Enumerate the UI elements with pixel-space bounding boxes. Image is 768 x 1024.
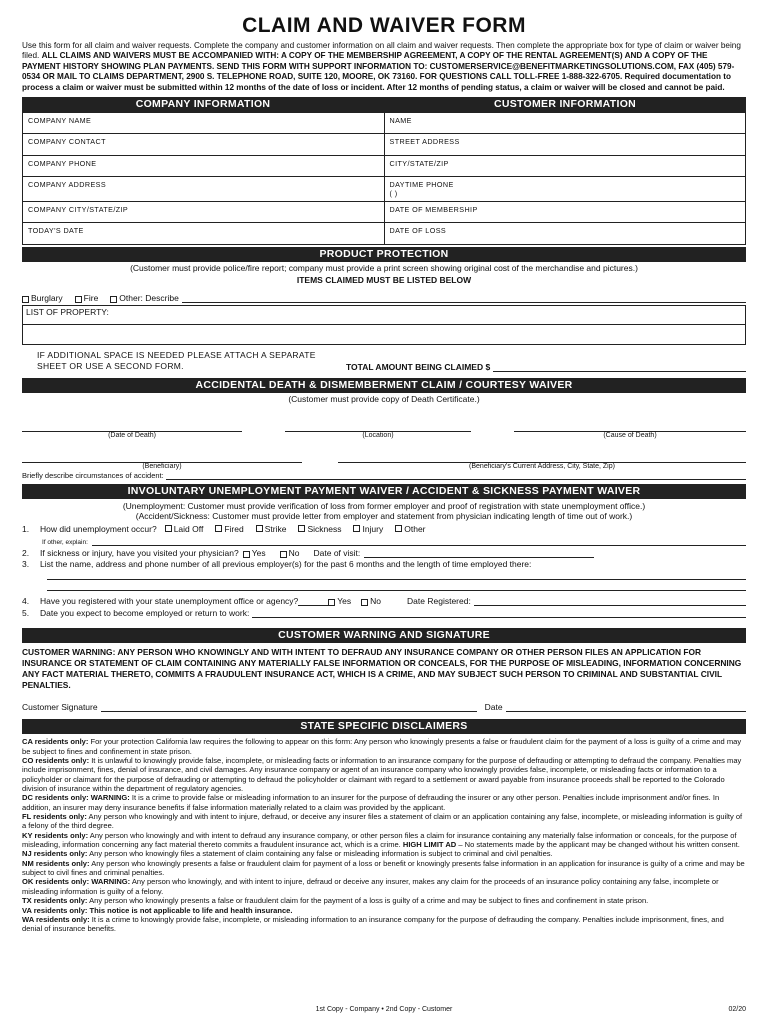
signature-label: Customer Signature xyxy=(22,702,98,713)
disclaimer-text: Any person who knowingly and with intent to defraud any insurance company, or other person files a claim for insurance containing any materially false information or conceals, for the purpose of misleading, information concerning any fact material thereto commits a fraudulent insurance act, which is a crime. xyxy=(22,830,737,850)
disclaimer-state: CA residents only: xyxy=(22,737,89,747)
signature-date-label: Date xyxy=(484,702,503,713)
disclaimers-header: STATE SPECIFIC DISCLAIMERS xyxy=(22,719,746,734)
disclaimers-section xyxy=(22,719,746,933)
signature-field[interactable] xyxy=(101,703,477,712)
customer-field[interactable] xyxy=(384,134,746,155)
q4-number: 4. xyxy=(22,595,30,606)
disclaimer-text: It is unlawful to knowingly provide false, incomplete, or misleading facts or information to an insurance company for the purpose of defrauding or attempting to defraud the company. Penalties may include imprisonment, fines, denial of insurance, and civil damages. Any insurance company or agent of an insurance company who knowingly provides false, incomplete, or misleading facts or information to a policyholder or claimant for the purpose of defrauding or attempting to defraud the policyholder or claimant with regard to a settlement or award payable from insurance proceeds shall be reported to the Colorado division of insurance within the department of regulatory agencies. xyxy=(22,756,742,794)
date-of-visit-label: Date of visit: xyxy=(313,547,361,558)
q4-yes-label: Yes xyxy=(337,595,352,606)
phone-area-code: ( ) xyxy=(389,188,398,198)
product-header: PRODUCT PROTECTION xyxy=(22,247,746,262)
q2-yes-label: Yes xyxy=(251,547,266,558)
customer-field[interactable] xyxy=(384,176,746,201)
customer-field-label: DAYTIME PHONE xyxy=(389,179,454,189)
additional-space-note: IF ADDITIONAL SPACE IS NEEDED PLEASE ATTACH A SEPARATE SHEET OR USE A SECOND FORM. xyxy=(37,349,316,371)
product-section xyxy=(22,247,746,372)
signature-date-field[interactable] xyxy=(506,703,746,712)
disclaimer-text: It is a crime to provide false or misleading information to an insurer for the purpose of defrauding the insurer or any other person. Penalties include imprisonment and/or fines. In addition, an insurer may deny insurance benefits if false information materially related to a claim was provided by the applicant. xyxy=(22,793,720,812)
info-row xyxy=(23,155,746,176)
property-list-line[interactable] xyxy=(23,325,745,344)
q1-number: 1. xyxy=(22,523,30,534)
q1-option-checkbox[interactable] xyxy=(165,525,172,532)
footer-version: 02/20 xyxy=(728,1006,746,1013)
footer-copies: 1st Copy - Company • 2nd Copy - Customer xyxy=(315,1006,453,1013)
disclaimer-state: OK residents only: WARNING: xyxy=(22,877,131,887)
return-to-work-field[interactable] xyxy=(252,609,746,618)
add-section xyxy=(22,378,746,480)
other-describe-field[interactable] xyxy=(182,293,746,303)
date-registered-field[interactable] xyxy=(474,597,746,606)
info-row xyxy=(23,134,746,155)
q1-option-checkbox[interactable] xyxy=(298,525,305,532)
customer-field-label: DATE OF MEMBERSHIP xyxy=(389,204,478,214)
iu-section xyxy=(22,484,746,618)
customer-field-label: STREET ADDRESS xyxy=(389,137,460,147)
disclaimer-item xyxy=(22,737,746,756)
warning-header: CUSTOMER WARNING AND SIGNATURE xyxy=(22,628,746,643)
q1-option-checkbox[interactable] xyxy=(256,525,263,532)
q5-text: Date you expect to become employed or return to work: xyxy=(40,607,250,618)
q2-no-label: No xyxy=(288,547,300,558)
company-field[interactable]: COMPANY CITY/STATE/ZIP xyxy=(23,201,385,222)
iu-note-2: (Accident/Sickness: Customer must provide letter from employer and statement from physician indicating length of time out of work.) xyxy=(135,510,633,521)
q3-text: List the name, address and phone number of all previous employer(s) for the past 6 months and the length of time employed there: xyxy=(40,558,532,569)
q4-line xyxy=(298,597,328,606)
location-label: (Location) xyxy=(362,431,394,439)
disclaimer-item xyxy=(22,756,746,793)
disclaimer-state: KY residents only: xyxy=(22,830,89,840)
iu-header: INVOLUNTARY UNEMPLOYMENT PAYMENT WAIVER / ACCIDENT & SICKNESS PAYMENT WAIVER xyxy=(22,484,746,499)
q1-option-label: Fired xyxy=(224,523,244,534)
q1-text: How did unemployment occur? xyxy=(40,523,157,534)
employer-line-2[interactable] xyxy=(47,580,746,591)
disclaimer-text: Any person who knowingly, and with intent to injure, defraud or deceive any insurer, makes any claim for the proceeds of an insurance policy containing any false, incomplete or misleading information is guilty of a felony. xyxy=(22,877,719,896)
customer-field[interactable] xyxy=(384,223,746,244)
total-claimed-field[interactable] xyxy=(493,362,746,372)
customer-field-label: NAME xyxy=(389,116,412,126)
disclaimer-text: Any person who knowingly presents a false or fraudulent claim for payment of a loss or benefit or knowingly presents false information in an application for insurance is guilty of a crime and may be subject to civil fines and criminal penalties. xyxy=(22,858,745,878)
disclaimer-item xyxy=(22,859,746,878)
q5-number: 5. xyxy=(22,607,30,618)
customer-field-label: CITY/STATE/ZIP xyxy=(389,158,449,168)
beneficiary-address-label: (Beneficiary's Current Address, City, State, Zip) xyxy=(469,462,615,470)
date-of-visit-field[interactable] xyxy=(364,549,594,558)
customer-field[interactable] xyxy=(384,201,746,222)
beneficiary-label: (Beneficiary) xyxy=(142,462,182,470)
disclaimer-text: Any person who knowingly files a statement of claim containing any false or misleading information is subject to criminal and civil penalties. xyxy=(87,849,553,859)
customer-field[interactable] xyxy=(384,113,746,134)
disclaimer-extra-bold: HIGH LIMIT AD xyxy=(400,840,457,850)
intro-bold: ALL CLAIMS AND WAIVERS MUST BE ACCOMPANIED WITH: A COPY OF THE MEMBERSHIP AGREEMENT, A COPY OF THE RENTAL AGREEMENT(S) AND A COPY OF THE PAYMENT HISTORY SHOWING PLAN PAYMENTS. SEND THIS FORM WITH SUPPORT INFORMATION TO: CUSTOMERSERVICE@BENEFITMARKETINGSOLUTIONS.COM, FAX (405) 579-0534 OR MAIL TO CLAIMS DEPARTMENT, 2900 S. TELEPHONE ROAD, SUITE 120, MOORE, OK 73160. FOR QUESTIONS CALL TOLL-FREE 1-888-322-6705. Required documentation to process a claim or waiver must be submitted within 12 months of the date of loss or incident. After 12 months of pending status, a claim or waiver will be closed and cannot be paid. xyxy=(22,51,735,92)
info-table xyxy=(22,112,746,244)
disclaimer-text: Any person who knowingly presents a false or fraudulent claim for the payment of a loss is guilty of a crime and may be subject to fines and confinement in state prison. xyxy=(87,896,649,906)
q4-yes-checkbox[interactable] xyxy=(328,599,335,606)
q3-number: 3. xyxy=(22,558,30,569)
q1-option-checkbox[interactable] xyxy=(395,525,402,532)
fire-checkbox[interactable] xyxy=(75,296,82,303)
disclaimer-item xyxy=(22,849,746,858)
disclaimer-state: VA residents only: This notice is not applicable to life and health insurance. xyxy=(22,905,293,915)
disclaimer-extra-text: – No statements made by the applicant may be changed without his written consent. xyxy=(456,840,740,850)
q1-option-label: Injury xyxy=(362,523,384,534)
burglary-checkbox[interactable] xyxy=(22,296,29,303)
disclaimer-state: FL residents only: xyxy=(22,812,87,822)
cause-of-death-label: (Cause of Death) xyxy=(603,431,657,439)
q1-option-label: Strike xyxy=(264,523,287,534)
q4-text: Have you registered with your state unemployment office or agency? xyxy=(40,595,299,606)
info-row xyxy=(23,113,746,134)
info-header xyxy=(22,97,746,112)
fire-label: Fire xyxy=(83,292,99,303)
circumstances-label: Briefly describe circumstances of accident: xyxy=(22,470,164,480)
burglary-label: Burglary xyxy=(31,292,63,303)
circumstances-field[interactable] xyxy=(166,472,746,480)
info-row xyxy=(23,201,746,222)
disclaimer-state: WA residents only: xyxy=(22,914,90,924)
form-title: CLAIM AND WAIVER FORM xyxy=(242,14,526,37)
disclaimer-item xyxy=(22,896,746,905)
company-field[interactable]: TODAY'S DATE xyxy=(23,223,385,244)
disclaimer-item xyxy=(22,906,746,915)
company-field[interactable]: COMPANY CONTACT xyxy=(23,134,385,155)
disclaimer-text: For your protection California law requires the following to appear on this form: Any person who knowingly presents a false or fraudulent claim for the payment of a loss is guilty of a crime and may be subject to fines and confinement in state prison. xyxy=(22,737,742,756)
company-field[interactable]: COMPANY NAME xyxy=(23,113,385,134)
date-registered-label: Date Registered: xyxy=(407,595,471,606)
disclaimer-state: NM residents only: xyxy=(22,858,90,868)
disclaimer-item xyxy=(22,812,746,831)
q1-option-label: Other xyxy=(404,523,426,534)
info-row xyxy=(23,223,746,244)
disclaimers-list xyxy=(22,737,746,933)
total-claimed-label: TOTAL AMOUNT BEING CLAIMED $ xyxy=(346,361,491,372)
items-note: ITEMS CLAIMED MUST BE LISTED BELOW xyxy=(296,274,472,285)
warning-text: CUSTOMER WARNING: ANY PERSON WHO KNOWINGLY AND WITH INTENT TO DEFRAUD ANY INSURANCE COMPANY OR OTHER PERSON FILES AN APPLICATION FOR INSURANCE OR STATEMENT OF CLAIM CONTAINING ANY MATERIALLY FALSE INFORMATION OR CONCEALS, FOR THE PURPOSE OF MISLEADING, INFORMATION CONCERNING ANY FACT MATERIAL THERETO, COMMITS A FRAUDULENT INSURANCE ACT, WHICH IS A CRIME, AND MAY SUBJECT SUCH PERSON TO CRIMINAL AND SUBSTANTIAL CIVIL PENALTIES. xyxy=(22,646,742,691)
q1-option-label: Sickness xyxy=(307,523,342,534)
q2-no-checkbox[interactable] xyxy=(280,551,287,558)
company-info-header: COMPANY INFORMATION xyxy=(135,98,271,111)
add-note: (Customer must provide copy of Death Certificate.) xyxy=(288,393,480,404)
date-of-death-label: (Date of Death) xyxy=(108,431,156,439)
disclaimer-state: TX residents only: xyxy=(22,896,88,906)
customer-field-label: DATE OF LOSS xyxy=(389,226,447,236)
intro-text xyxy=(22,41,746,93)
intro-plain: Use this form for all claim and waiver requests. Complete the company and customer information on all claim and waiver requests. Then complete the appropriate box for type of claim or waiver being filed. xyxy=(22,41,741,61)
q2-text: If sickness or injury, have you visited your physician? xyxy=(40,547,239,558)
product-note: (Customer must provide police/fire report; company must provide a print screen showing original cost of the merchandise and pictures.) xyxy=(130,262,638,273)
q1-explain-field[interactable] xyxy=(92,538,746,546)
warning-section xyxy=(22,628,746,713)
company-field[interactable]: COMPANY ADDRESS xyxy=(23,176,385,201)
disclaimer-text: It is a crime to knowingly provide false, incomplete, or misleading information to an insurance company for the purpose of defrauding the company. Penalties include imprisonment, fines, and denial of insurance benefits. xyxy=(22,914,724,934)
q1-explain-label: If other, explain: xyxy=(42,538,88,546)
add-header: ACCIDENTAL DEATH & DISMEMBERMENT CLAIM / COURTESY WAIVER xyxy=(22,378,746,393)
q1-option-checkbox[interactable] xyxy=(353,525,360,532)
disclaimer-state: DC residents only: WARNING: xyxy=(22,793,130,803)
q2-number: 2. xyxy=(22,547,30,558)
claim-form xyxy=(22,14,746,934)
customer-info-header: CUSTOMER INFORMATION xyxy=(493,98,637,111)
q1-option-checkbox[interactable] xyxy=(215,525,222,532)
disclaimer-item xyxy=(22,793,746,812)
employer-line-1[interactable] xyxy=(47,569,746,580)
disclaimer-state: CO residents only: xyxy=(22,756,90,766)
disclaimer-item xyxy=(22,831,746,850)
iu-note-1: (Unemployment: Customer must provide verification of loss from former employer and proof of registration with state unemployment office.) xyxy=(122,500,646,511)
info-row xyxy=(23,176,746,201)
property-list[interactable] xyxy=(22,305,746,345)
other-checkbox[interactable] xyxy=(110,296,117,303)
company-field[interactable]: COMPANY PHONE xyxy=(23,155,385,176)
q4-no-checkbox[interactable] xyxy=(361,599,368,606)
q1-option-label: Laid Off xyxy=(173,523,204,534)
info-section xyxy=(22,97,746,244)
disclaimer-item xyxy=(22,877,746,896)
other-label: Other: Describe xyxy=(119,292,179,303)
q4-no-label: No xyxy=(370,595,382,606)
disclaimer-item xyxy=(22,915,746,934)
disclaimer-text: Any person who knowingly and with intent to injure, defraud, or deceive any insurer files a statement of claim or an application containing any false, incomplete, or misleading information is guilty of a felony of the third degree. xyxy=(22,812,743,831)
q2-yes-checkbox[interactable] xyxy=(243,551,250,558)
disclaimer-state: NJ residents only: xyxy=(22,849,88,859)
customer-field[interactable] xyxy=(384,155,746,176)
property-list-label: LIST OF PROPERTY: xyxy=(23,306,745,325)
